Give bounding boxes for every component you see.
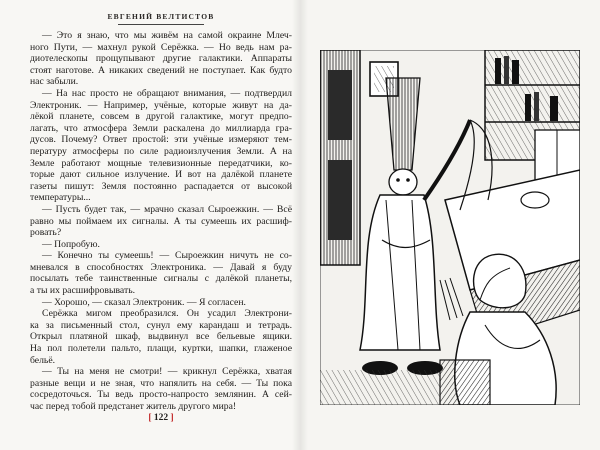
text-line: — Ты на меня не смотри! — крикнул Серёжка, хватая [42, 366, 292, 378]
text-line: Земле работают мощные телевизионные передатчики, ко- [30, 157, 292, 169]
folio-bracket-left: [ [148, 413, 152, 423]
text-line: сосредоточься. Ты ведь просто-напросто землянин. А сей- [30, 389, 292, 401]
folio-bracket-right: ] [170, 413, 174, 423]
text-line: Электроник. — Например, учёные, которые живут на да- [30, 99, 292, 111]
door-panel [320, 50, 360, 265]
text-line: равно мы поймаем их сигналы. А ты сумеешь их расшиф- [30, 215, 292, 227]
text-line: лагать, что атмосфера Земли раскалена до миллиарда гра- [30, 122, 292, 134]
text-line: — На нас просто не обращают внимания, — подтвердил [42, 87, 292, 99]
running-head: ЕВГЕНИЙ ВЕЛТИСТОВ [107, 12, 215, 21]
header-rule [118, 24, 204, 25]
book-gutter [292, 0, 308, 450]
text-line: бельё. [30, 354, 56, 366]
page-number [30, 413, 292, 423]
illustration [320, 50, 580, 405]
text-line: — Пусть будет так, — мрачно сказал Сыроежкин. — Всё [42, 203, 292, 215]
text-line: На пол полетели пальто, плащи, куртки, шапки, глаженое [30, 343, 292, 355]
text-line: торые дают сильное излучение. И вот на далёкой планете [30, 169, 292, 181]
text-line: газеты пишут: Земля постоянно распадается от высокой [30, 180, 292, 192]
text-line: а ты их расшифровывать. [30, 285, 136, 297]
folio-number: 122 [153, 413, 169, 423]
text-line: час перед тобой предстанет житель другого мира! [30, 401, 237, 412]
text-line: диотелескопы прощупывают другие галактики. Аппараты [30, 53, 292, 65]
text-line: температуры... [30, 192, 91, 204]
text-line: стоят наготове. А никаких сведений не поступает. Как будто [30, 64, 292, 76]
text-line: разные вещи и не зная, что напялить на себя. — Ты пока [30, 377, 292, 389]
text-line: пературу атмосферы по силе радиоизлучения Земли. А на [30, 145, 292, 157]
text-line: ного Пути, — махнул рукой Серёжка. — Но ведь нам ра- [30, 41, 292, 53]
text-line: лёкой планете, совсем в другой галактике, могут предпо- [30, 111, 292, 123]
text-line: ровать? [30, 227, 62, 239]
illustration-drawing [320, 50, 580, 405]
text-line: Серёжка мигом преобразился. Он усадил Электрони- [42, 308, 292, 320]
text-line: — Конечно ты сумеешь! — Сыроежкин ничуть не со- [42, 250, 292, 262]
text-line: нас забыли. [30, 76, 79, 88]
text-line: — Попробую. [42, 238, 100, 250]
text-line: мневался в способностях Электроника. — Давай я буду [30, 261, 292, 273]
text-line: Открыл платяной шкаф, выдвинул все бельевые ящики. [30, 331, 292, 343]
text-line: дусов. Почему? Ответ простой: эти учёные измеряют тем- [30, 134, 292, 146]
text-line: ка за письменный стол, сунул ему карандаш и тетрадь. [30, 319, 292, 331]
text-line: — Это я знаю, что мы живём на самой окраине Млеч- [42, 30, 292, 41]
text-line: — Хорошо, — сказал Электроник. — Я согласен. [42, 296, 246, 308]
body-text [30, 30, 292, 410]
text-line: посылать тебе таинственные сигналы с далёкой планеты, [30, 273, 292, 285]
